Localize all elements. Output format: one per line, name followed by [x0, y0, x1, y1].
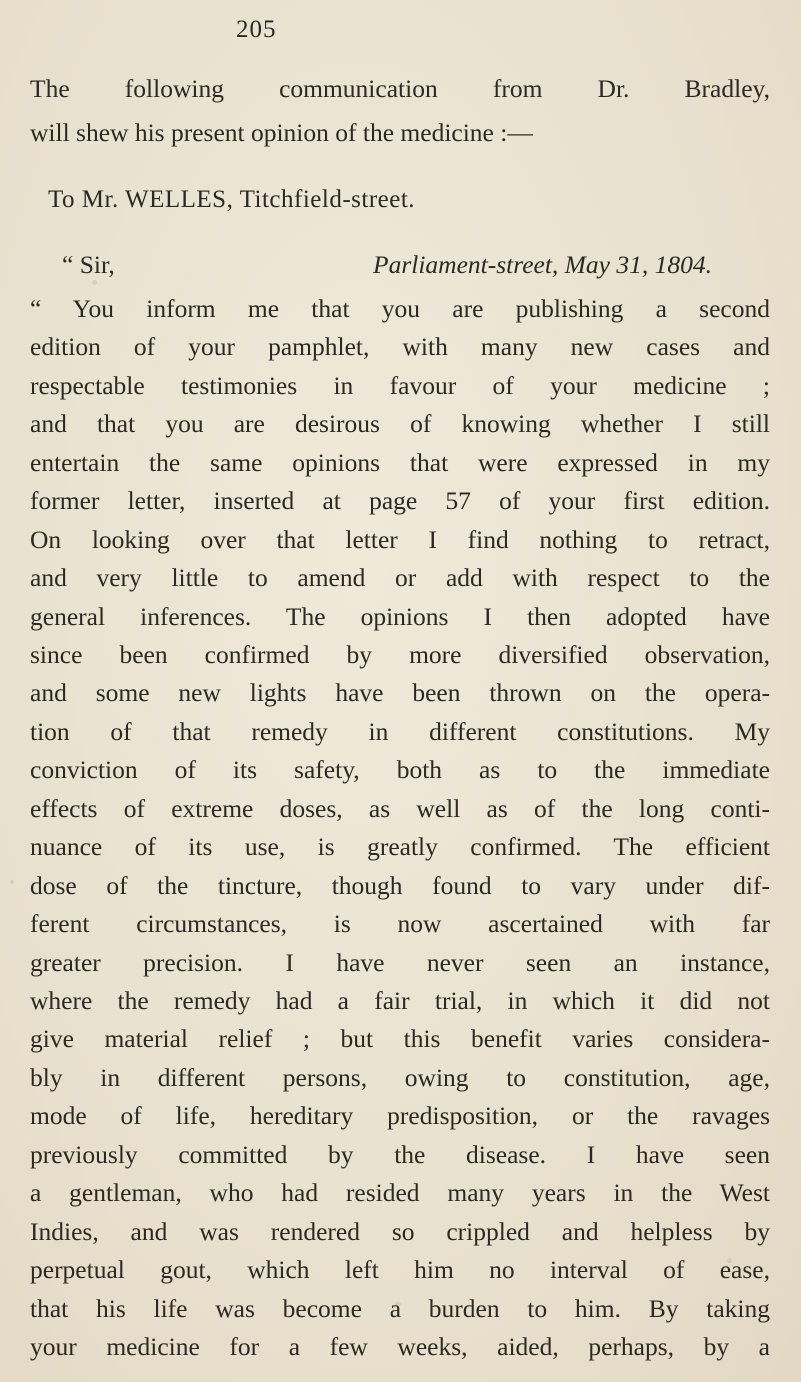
body-line: dose of the tincture, though found to vary under dif- — [30, 871, 770, 900]
body-line: general inferences. The opinions I then adopted have — [30, 602, 770, 631]
body-line: your medicine for a few weeks, aided, perhaps, by a — [30, 1332, 770, 1361]
body-line: since been confirmed by more diversified observation, — [30, 640, 770, 669]
body-line: and some new lights have been thrown on the opera- — [30, 678, 770, 707]
letter-heading — [62, 250, 712, 280]
paper-blemish — [10, 880, 14, 884]
body-line: where the remedy had a fair trial, in which it did not — [30, 986, 770, 1015]
salutation: “ Sir, — [62, 250, 115, 279]
body-line: give material relief ; but this benefit varies considera- — [30, 1024, 770, 1053]
dateline: Parliament-street, May 31, 1804. — [373, 250, 712, 279]
intro-line: The following communication from Dr. Bradley, — [30, 74, 770, 103]
body-line: Indies, and was rendered so crippled and helpless by — [30, 1217, 770, 1246]
body-line: ferent circumstances, is now ascertained with far — [30, 909, 770, 938]
paper-blemish — [92, 280, 97, 285]
body-line: and that you are desirous of knowing whether I still — [30, 409, 770, 438]
body-line: conviction of its safety, both as to the immediate — [30, 755, 770, 784]
body-line: On looking over that letter I find nothing to retract, — [30, 525, 770, 554]
body-line: effects of extreme doses, as well as of the long conti- — [30, 794, 770, 823]
body-line: “ You inform me that you are publishing a second — [30, 294, 770, 323]
body-line: greater precision. I have never seen an instance, — [30, 948, 770, 977]
body-line: perpetual gout, which left him no interval of ease, — [30, 1255, 770, 1284]
page-number: 205 — [236, 16, 277, 43]
body-line: bly in different persons, owing to constitution, age, — [30, 1063, 770, 1092]
intro-line: will shew his present opinion of the medicine :— — [30, 118, 533, 147]
body-line: and very little to amend or add with respect to the — [30, 563, 770, 592]
body-line: entertain the same opinions that were expressed in my — [30, 448, 770, 477]
body-line: respectable testimonies in favour of your medicine ; — [30, 371, 770, 400]
body-line: previously committed by the disease. I have seen — [30, 1140, 770, 1169]
body-line: tion of that remedy in different constitutions. My — [30, 717, 770, 746]
body-line: former letter, inserted at page 57 of your first edition. — [30, 486, 770, 515]
body-line: nuance of its use, is greatly confirmed. The efficient — [30, 832, 770, 861]
body-line: a gentleman, who had resided many years in the West — [30, 1178, 770, 1207]
letter-address: To Mr. WELLES, Titchfield-street. — [48, 186, 416, 213]
body-line: edition of your pamphlet, with many new cases and — [30, 332, 770, 361]
body-line: that his life was become a burden to him. By taking — [30, 1294, 770, 1323]
body-line: mode of life, hereditary predisposition, or the ravages — [30, 1101, 770, 1130]
